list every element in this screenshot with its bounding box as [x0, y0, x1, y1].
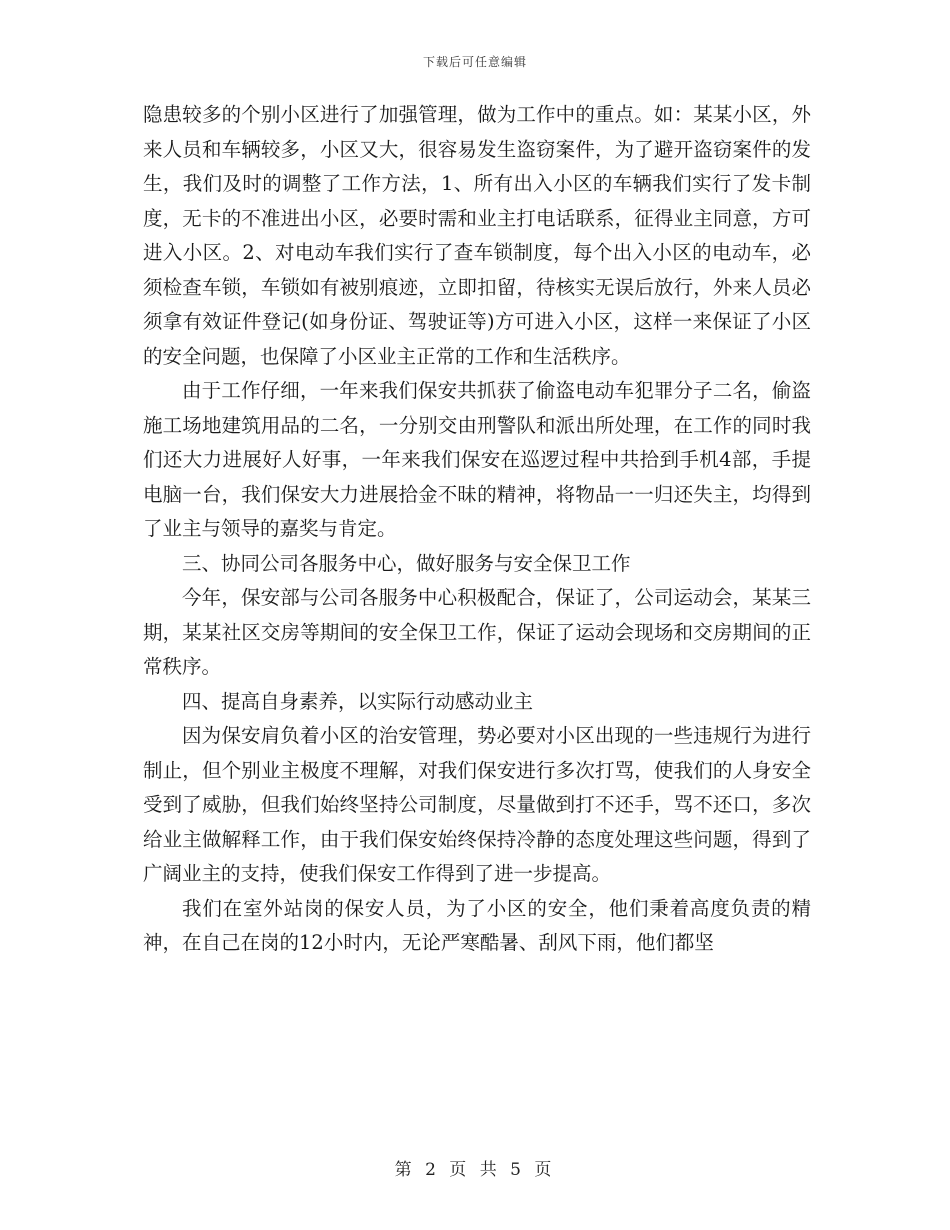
section-heading-4: 四、提高自身素养，以实际行动感动业主	[182, 689, 534, 713]
section-heading-3: 三、协同公司各服务中心，做好服务与安全保卫工作	[182, 551, 631, 575]
page-number: 第 2 页 共 5 页	[394, 1160, 556, 1180]
paragraph-6: 因为保安肩负着小区的治安管理，势必要对小区出现的一些违规行为进行制止，但个别业主极度不理解，对我们保安进行多次打骂，使我们的人身安全受到了威胁，但我们始终坚持公司制度，尽量做到打不还手，骂不还口，多次给业主做解释工作，由于我们保安始终保持冷静的态度处理这些问题，得到了广阔业主的支持，使我们保安工作得到了进一步提高。	[143, 724, 811, 885]
paragraph-2: 由于工作仔细，一年来我们保安共抓获了偷盗电动车犯罪分子二名，偷盗施工场地建筑用品的二名，一分别交由刑警队和派出所处理，在工作的同时我们还大力进展好人好事，一年来我们保安在巡逻过程中共拾到手机4部，手提电脑一台，我们保安大力进展拾金不昧的精神，将物品一一归还失主，均得到了业主与领导的嘉奖与肯定。	[143, 379, 811, 540]
page-header: 下载后可任意编辑	[422, 55, 527, 69]
paragraph-1: 隐患较多的个别小区进行了加强管理，做为工作中的重点。如：某某小区，外来人员和车辆较多，小区又大，很容易发生盗窃案件，为了避开盗窃案件的发生，我们及时的调整了工作方法，1、所有出入小区的车辆我们实行了发卡制度，无卡的不准进出小区，必要时需和业主打电话联系，征得业主同意，方可进入小区。2、对电动车我们实行了查车锁制度，每个出入小区的电动车，必须检查车锁，车锁如有被别痕迹，立即扣留，待核实无误后放行，外来人员必须拿有效证件登记(如身份证、驾驶证等)方可进入小区，这样一来保证了小区的安全问题，也保障了小区业主正常的工作和生活秩序。	[143, 103, 811, 368]
paragraph-4: 今年，保安部与公司各服务中心积极配合，保证了，公司运动会，某某三期，某某社区交房等期间的安全保卫工作，保证了运动会现场和交房期间的正常秩序。	[143, 586, 811, 678]
document-body	[143, 98, 811, 961]
paragraph-7: 我们在室外站岗的保安人员，为了小区的安全，他们秉着高度负责的精神，在自己在岗的12小时内，无论严寒酷暑、刮风下雨，他们都坚	[143, 896, 811, 954]
